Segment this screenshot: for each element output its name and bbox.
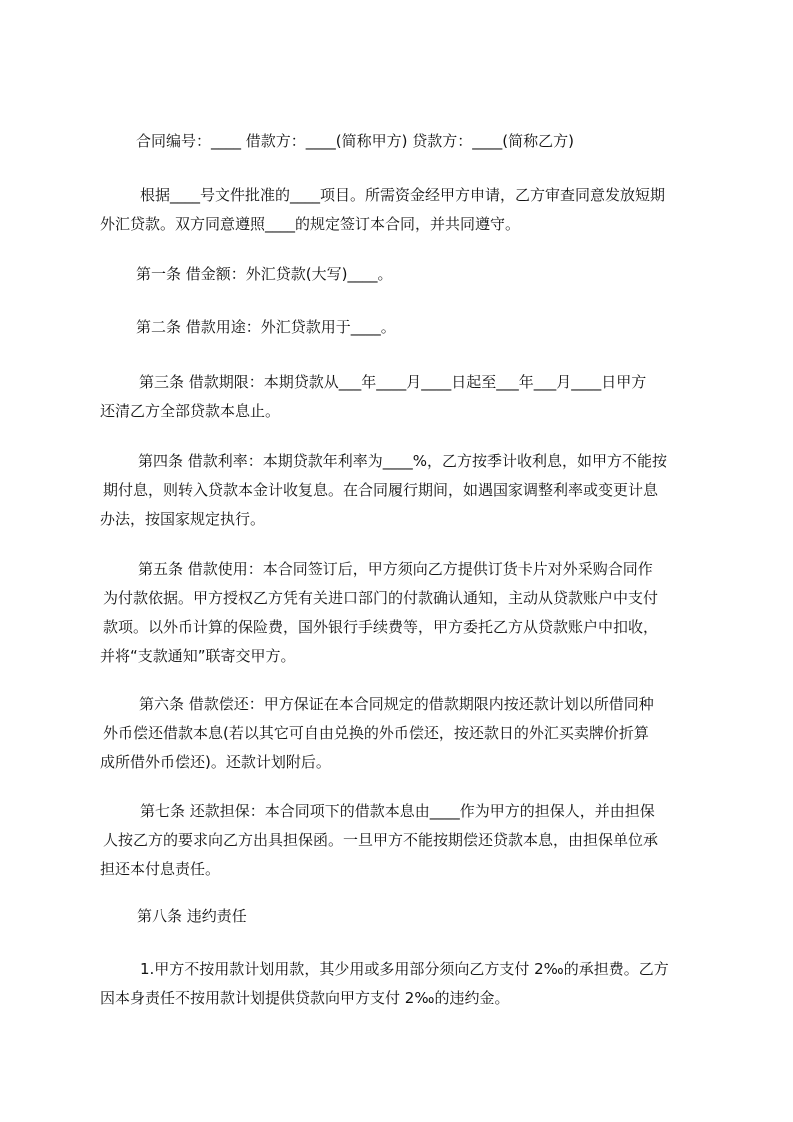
- article-8-heading: [100, 902, 704, 931]
- preamble-paragraph: [100, 181, 704, 239]
- article-6-line-1: 第六条 借款偿还：甲方保证在本合同规定的借款期限内按还款计划以所借同种: [139, 695, 654, 713]
- article-5-line-2: 为付款依据。甲方授权乙方凭有关进口部门的付款确认通知，主动从贷款账户中支付: [103, 589, 659, 607]
- article-8-item-1-line-1: 1.甲方不按用款计划用款，其少用或多用部分须向乙方支付 2‰的承担费。乙方: [140, 960, 669, 978]
- preamble-line-2: 外汇贷款。双方同意遵照____的规定签订本合同，并共同遵守。: [100, 215, 521, 233]
- article-6-line-3: 成所借外币偿还)。还款计划附后。: [100, 753, 331, 771]
- article-5-line-1: 第五条 借款使用：本合同签订后，甲方须向乙方提供订货卡片对外采购合同作: [138, 560, 653, 578]
- article-2-text: 第二条 借款用途：外汇贷款用于____。: [136, 318, 396, 336]
- article-6-line-2: 外币偿还借款本息(若以其它可自由兑换的外币偿还，按还款日的外汇买卖牌价折算: [103, 724, 649, 742]
- article-5-line-3: 款项。以外币计算的保险费，国外银行手续费等，甲方委托乙方从贷款账户中扣收，: [103, 618, 659, 636]
- preamble-line-1: 根据____号文件批准的____项目。所需资金经甲方申请，乙方审查同意发放短期: [140, 186, 666, 204]
- contract-number-line: 合同编号：____ 借款方：____(简称甲方) 贷款方：____(简称乙方): [136, 132, 574, 150]
- article-4-line-3: 办法，按国家规定执行。: [100, 510, 266, 528]
- article-6: [100, 690, 704, 777]
- article-1: [100, 260, 704, 289]
- article-5-line-4: 并将“支款通知”联寄交甲方。: [100, 647, 296, 665]
- article-3: [100, 368, 704, 426]
- article-7-line-3: 担还本付息责任。: [100, 860, 221, 878]
- article-3-line-2: 还清乙方全部贷款本息止。: [100, 402, 281, 420]
- article-7: [100, 797, 704, 884]
- article-8-item-1-line-2: 因本身责任不按用款计划提供贷款向甲方支付 2‰的违约金。: [100, 989, 510, 1007]
- article-5: [100, 555, 704, 671]
- article-2: [100, 313, 704, 342]
- article-4: [100, 447, 704, 534]
- article-4-line-2: 期付息，则转入贷款本金计收复息。在合同履行期间，如遇国家调整利率或变更计息: [103, 481, 659, 499]
- article-4-line-1: 第四条 借款利率：本期贷款年利率为____%，乙方按季计收利息，如甲方不能按: [138, 452, 668, 470]
- article-7-line-1: 第七条 还款担保：本合同项下的借款本息由____作为甲方的担保人，并由担保: [140, 802, 655, 820]
- article-8-item-1: [100, 955, 704, 1013]
- article-3-line-1: 第三条 借款期限：本期贷款从___年____月____日起至___年___月____日甲方: [139, 373, 647, 391]
- article-8-title: 第八条 违约责任: [137, 907, 247, 925]
- contract-header-line: [100, 127, 704, 156]
- article-1-text: 第一条 借金额：外汇贷款(大写)____。: [136, 265, 393, 283]
- article-7-line-2: 人按乙方的要求向乙方出具担保函。一旦甲方不能按期偿还贷款本息，由担保单位承: [103, 831, 659, 849]
